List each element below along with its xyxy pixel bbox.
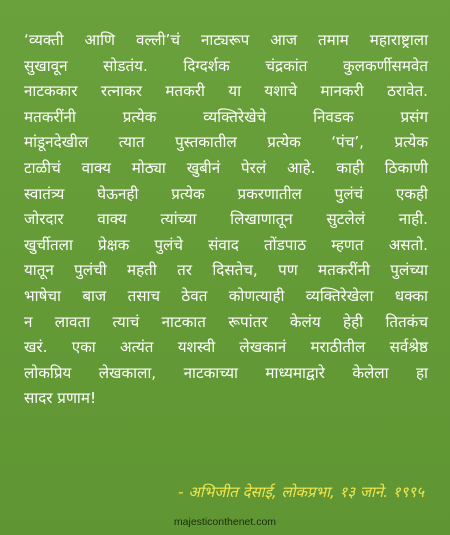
paragraph-line-9: खुर्चीतला प्रेक्षक पुलंचे संवाद तोंडपाठ म्हणत असतो. — [24, 235, 428, 254]
paragraph-line-7: स्वातंत्र्य घेऊनही प्रत्येक प्रकरणातील पुलंचं एकही — [24, 184, 428, 203]
paragraph-line-1: ‘व्यक्ती आणि वल्ली’चं नाट्यरूप आज तमाम महाराष्ट्राला — [24, 31, 428, 49]
paragraph-line-11: भाषेचा बाज तसाच ठेवत कोणत्याही व्यक्तिरेखेला धक्का — [24, 286, 428, 305]
quote-paragraph — [24, 28, 428, 412]
paragraph-line-15: सादर प्रणाम! — [24, 389, 97, 408]
paragraph-line-10: यातून पुलंची महती तर दिसतेच, पण मतकरींनी पुलंच्या — [24, 261, 428, 280]
quote-attribution: - अभिजीत देसाई, लोकप्रभा, १३ जाने. १९९५ — [178, 483, 424, 501]
paragraph-line-5: मांडूनदेखील त्यात पुस्तकातील प्रत्येक ‘पंच’, प्रत्येक — [24, 133, 428, 152]
paragraph-line-8: जोरदार वाक्य त्यांच्या लिखाणातून सुटलेलं नाही. — [24, 210, 428, 229]
paragraph-line-12: न लावता त्याचं नाटकात रूपांतर केलंय हेही तितकंच — [24, 312, 428, 331]
site-watermark: majesticonthenet.com — [173, 516, 277, 528]
paragraph-line-2: सुखावून सोडतंय. दिग्दर्शक चंद्रकांत कुलकर्णीसमवेत — [24, 56, 428, 75]
paragraph-line-3: नाटककार रत्नाकर मतकरी या यशाचे मानकरी ठरावेत. — [24, 82, 428, 101]
paragraph-line-4: मतकरींनी प्रत्येक व्यक्तिरेखेचे निवडक प्रसंग — [24, 107, 428, 126]
paragraph-line-6: टाळीचं वाक्य मोठ्या खुबीनं पेरलं आहे. काही ठिकाणी — [24, 158, 428, 177]
paragraph-line-13: खरं. एका अत्यंत यशस्वी लेखकानं मराठीतील सर्वश्रेष्ठ — [24, 338, 428, 357]
paragraph-line-14: लोकप्रिय लेखकाला, नाटकाच्या माध्यमाद्वारे केलेला हा — [24, 363, 428, 382]
